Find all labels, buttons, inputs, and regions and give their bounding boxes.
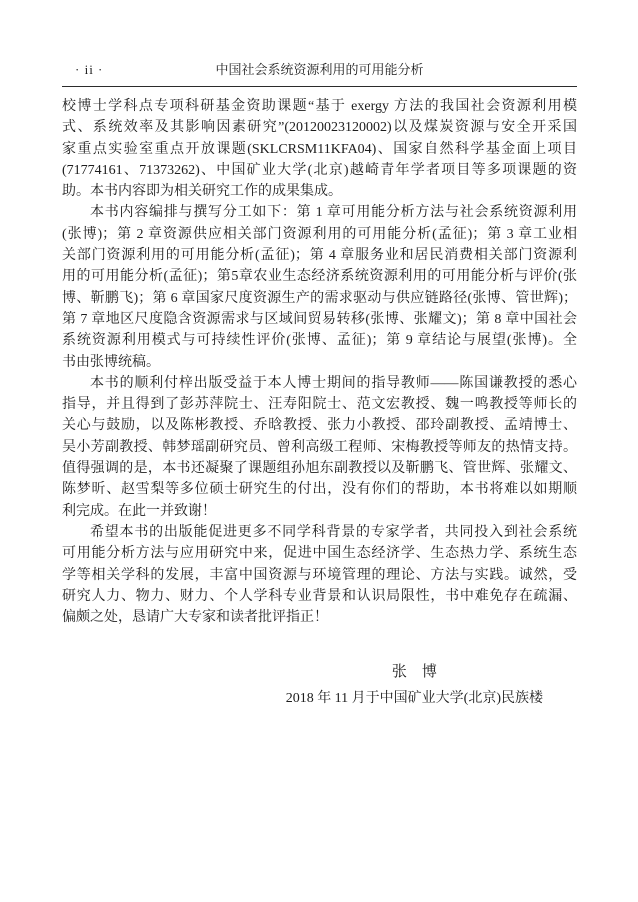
body-text xyxy=(62,96,577,628)
text-line: 可用能分析方法与应用研究中来，促进中国生态经济学、生态热力学、系统生态 xyxy=(62,546,577,562)
text-line: 指导，并且得到了彭苏萍院士、汪寿阳院士、范文宏教授、魏一鸣教授等师长的 xyxy=(62,397,577,413)
signature-block xyxy=(286,662,543,708)
text-line: 用的可用能分析(孟征)；第5章农业生态经济系统资源利用的可用能分析与评价(张 xyxy=(62,269,577,285)
text-line: 关部门资源利用的可用能分析(孟征)；第 4 章服务业和居民消费相关部门资源利 xyxy=(62,248,577,264)
page-header xyxy=(62,61,577,79)
text-line: 希望本书的出版能促进更多不同学科背景的专家学者，共同投入到社会系统 xyxy=(90,524,577,540)
text-line: 书由张博统稿。 xyxy=(62,354,160,370)
text-line: 第 7 章地区尺度隐含资源需求与区域间贸易转移(张博、张耀文)；第 8 章中国社会 xyxy=(62,311,577,327)
text-line: 值得强调的是，本书还凝聚了课题组孙旭东副教授以及靳鹏飞、管世辉、张耀文、 xyxy=(62,461,577,477)
text-line: (71774161、71373262)、中国矿业大学(北京)越崎青年学者项目等多项课题的资 xyxy=(62,162,577,178)
text-line: 博、靳鹏飞)；第 6 章国家尺度资源生产的需求驱动与供应链路径(张博、管世辉)； xyxy=(62,290,577,306)
text-line: 陈梦昕、赵雪梨等多位硕士研究生的付出，没有你们的帮助，本书将难以如期顺 xyxy=(62,482,577,498)
header-rule xyxy=(62,86,577,87)
text-line: 关心与鼓励，以及陈彬教授、乔晗教授、张力小教授、邵玲副教授、孟靖博士、 xyxy=(62,418,577,434)
text-line: 系统资源利用模式与可持续性评价(张博、孟征)；第 9 章结论与展望(张博)。全 xyxy=(62,333,577,349)
text-line: (张博)；第 2 章资源供应相关部门资源利用的可用能分析(孟征)；第 3 章工业相 xyxy=(62,226,577,242)
text-line: 式、系统效率及其影响因素研究”(20120023120002)以及煤炭资源与安全开采国 xyxy=(62,120,577,136)
signature-dateline: 2018 年 11 月于中国矿业大学(北京)民族楼 xyxy=(285,691,543,706)
running-title: 中国社会系统资源利用的可用能分析 xyxy=(215,62,424,77)
text-line: 本书的顺利付梓出版受益于本人博士期间的指导教师——陈国谦教授的悉心 xyxy=(90,375,577,391)
text-line: 吴小芳副教授、韩梦瑶副研究员、曾利高级工程师、宋梅教授等师友的热情支持。 xyxy=(62,439,577,455)
text-line: 学等相关学科的发展，丰富中国资源与环境管理的理论、方法与实践。诚然，受 xyxy=(62,567,577,583)
text-line: 家重点实验室重点开放课题(SKLCRSM11KFA04)、国家自然科学基金面上项目 xyxy=(62,141,577,157)
text-line: 本书内容编排与撰写分工如下：第 1 章可用能分析方法与社会系统资源利用 xyxy=(90,205,577,221)
text-line: 研究人力、物力、财力、个人学科专业背景和认识局限性，书中难免存在疏漏、 xyxy=(62,588,577,604)
text-line: 校博士学科点专项科研基金资助课题“基于 exergy 方法的我国社会资源利用模 xyxy=(62,99,577,114)
text-line: 偏颇之处，恳请广大专家和读者批评指正！ xyxy=(62,610,328,626)
text-line: 助。本书内容即为相关研究工作的成果集成。 xyxy=(62,184,342,200)
author-name: 张 博 xyxy=(391,664,437,680)
page-number: · ii · xyxy=(75,62,104,77)
text-line: 利完成。在此一并致谢！ xyxy=(62,503,216,519)
